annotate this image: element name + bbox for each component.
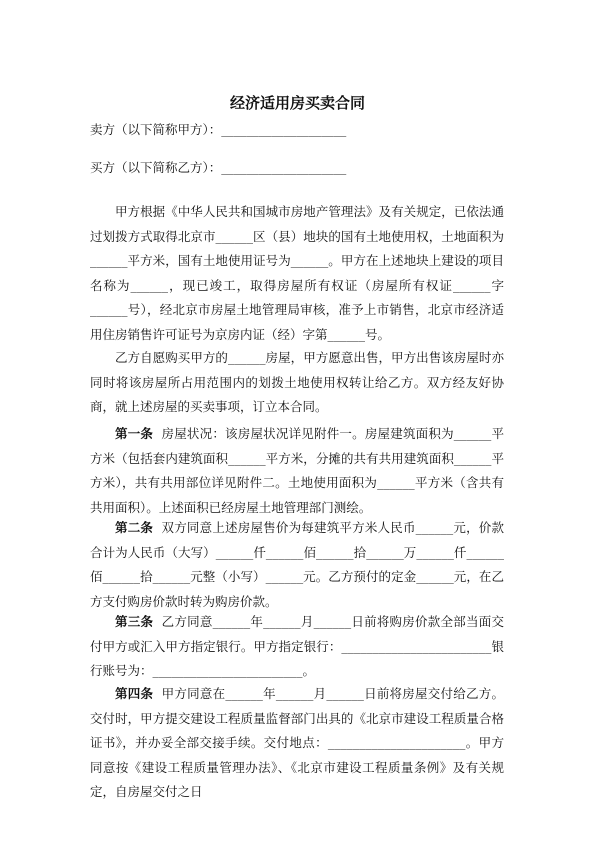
article-1: [90, 422, 504, 520]
article-heading: 第一条: [115, 426, 154, 441]
article-text: 房屋状况：该房屋状况详见附件一。房屋建筑面积为______平方米（包括套内建筑面积______平方米，分摊的共有共用建筑面积______平方米），共有共用部位详见附件二。土地使用面积为______平方米（含共有共用面积）。上述面积已经房屋土地管理部门测绘。: [90, 426, 504, 515]
article-heading: 第三条: [115, 614, 154, 629]
article-heading: 第四条: [115, 686, 154, 701]
article-2: [90, 516, 504, 614]
article-text: 甲方同意在______年______月______日前将房屋交付给乙方。交付时，甲方提交建设工程质量监督部门出具的《北京市建设工程质量合格证书》，并办妥全部交接手续。交付地点：______________________。甲方同意按《建设工程质量管理办法》、《北京市建设工程质量条例》及有关规定，自房屋交付之日: [90, 686, 504, 800]
article-4: [90, 682, 504, 805]
intro-paragraph: 乙方自愿购买甲方的______房屋，甲方愿意出售，甲方出售该房屋时亦同时将该房屋所占用范围内的划拨土地使用权转让给乙方。双方经友好协商，就上述房屋的买卖事项，订立本合同。: [90, 350, 504, 415]
seller-line: 卖方（以下简称甲方）：____________________: [90, 122, 347, 137]
article-text: 乙方同意______年______月______日前将购房价款全部当面交付甲方或汇入甲方指定银行。甲方指定银行：________________________银行账号为：________________________。: [90, 614, 504, 679]
document-title: 经济适用房买卖合同: [229, 94, 365, 112]
intro-paragraph: 甲方根据《中华人民共和国城市房地产管理法》及有关规定，已依法通过划拨方式取得北京市______区（县）地块的国有土地使用权，土地面积为______平方米，国有土地使用证号为______。甲方在上述地块上建设的项目名称为______，现已竣工，取得房屋所有权证（房屋所有权证______字______号），经北京市房屋土地管理局审核，准予上市销售，北京市经济适用住房销售许可证号为京房内证（经）字第______号。: [90, 204, 504, 342]
article-3: [90, 610, 504, 684]
article-heading: 第二条: [115, 520, 154, 535]
buyer-line: 买方（以下简称乙方）：____________________: [90, 160, 347, 175]
article-text: 双方同意上述房屋售价为每建筑平方米人民币______元，价款合计为人民币（大写）______仟______佰______拾______万______仟______佰______拾______元整（小写）______元。乙方预付的定金______元，在乙方支付购房价款时转为购房价款。: [90, 520, 504, 609]
